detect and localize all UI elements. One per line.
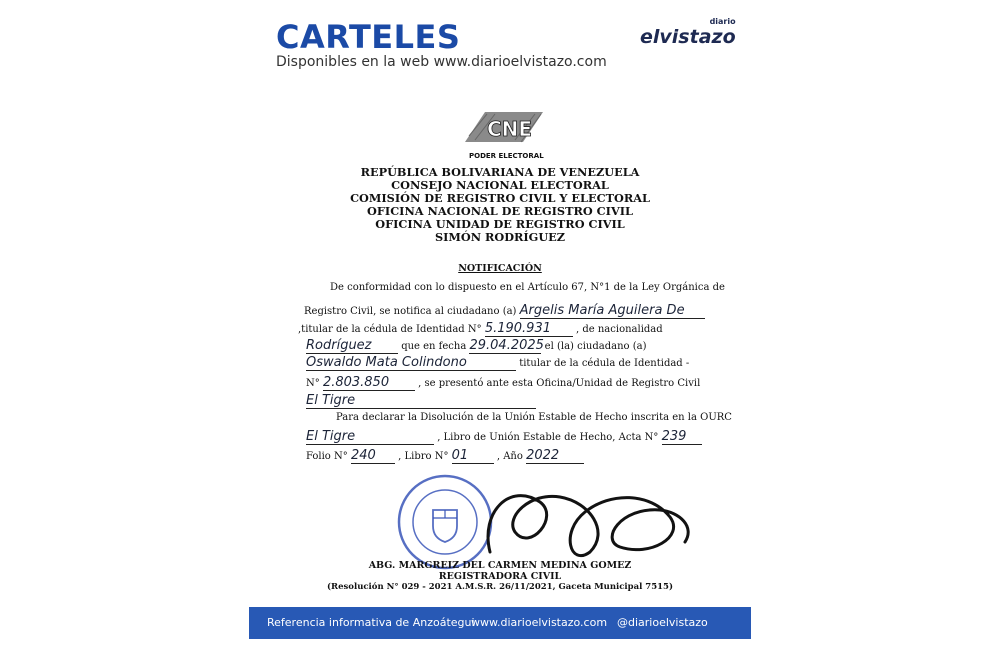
handwritten-year: 2022 bbox=[526, 448, 584, 464]
document-header bbox=[300, 166, 700, 244]
body-text: ,titular de la cédula de Identidad N° bbox=[298, 324, 482, 335]
body-text: , Libro de Unión Estable de Hecho, Acta N° bbox=[437, 432, 659, 443]
footer-bar bbox=[249, 607, 751, 639]
body-line-1: De conformidad con lo dispuesto en el Artículo 67, N°1 de la Ley Orgánica de bbox=[330, 282, 725, 293]
footer-website-link[interactable]: www.diarioelvistazo.com bbox=[471, 616, 608, 629]
body-line-8: Para declarar la Disolución de la Unión Estable de Hecho inscrita en la OURC bbox=[336, 412, 732, 423]
signature-block bbox=[310, 560, 690, 593]
logo-small-text: diario bbox=[709, 17, 736, 26]
handwritten-folio: 240 bbox=[351, 448, 395, 464]
body-line-2 bbox=[304, 303, 705, 319]
body-line-3 bbox=[298, 321, 663, 337]
cne-caption: PODER ELECTORAL bbox=[469, 152, 544, 160]
header-line: CONSEJO NACIONAL ELECTORAL bbox=[391, 178, 609, 192]
header-line: SIMÓN RODRÍGUEZ bbox=[434, 230, 566, 244]
body-text: que en fecha bbox=[401, 341, 467, 352]
notification-title: NOTIFICACIÓN bbox=[458, 263, 542, 274]
body-line-9 bbox=[306, 429, 702, 445]
body-text: , de nacionalidad bbox=[576, 324, 663, 335]
body-text: , se presentó ante esta Oficina/Unidad de Registro Civil bbox=[418, 378, 701, 389]
handwritten-name: Rodríguez bbox=[306, 338, 398, 354]
logo-main-text: elvistazo bbox=[640, 26, 736, 48]
footer-left-text: Referencia informativa de Anzoátegui bbox=[267, 616, 475, 629]
registrar-role: REGISTRADORA CIVIL bbox=[438, 571, 562, 582]
handwritten-id: 5.190.931 bbox=[485, 321, 573, 337]
body-text: Folio N° bbox=[306, 451, 348, 462]
elvistazo-logo bbox=[640, 17, 736, 48]
handwritten-date: 29.04.2025 bbox=[469, 338, 544, 353]
body-text: , Año bbox=[496, 451, 523, 462]
handwritten-place: El Tigre bbox=[306, 429, 434, 445]
cne-logo-icon bbox=[455, 106, 547, 164]
footer-social-handle[interactable]: @diarioelvistazo bbox=[617, 616, 708, 629]
body-line-10 bbox=[306, 448, 584, 464]
handwritten-name: Argelis María Aguilera De bbox=[520, 303, 705, 319]
body-text: titular de la cédula de Identidad - bbox=[519, 358, 690, 369]
body-text: el (la) ciudadano (a) bbox=[544, 341, 647, 352]
body-text: Registro Civil, se notifica al ciudadano (a) bbox=[304, 306, 517, 317]
body-line-4 bbox=[306, 338, 646, 354]
resolution-note: (Resolución N° 029 - 2021 A.M.S.R. 26/11/2021, Gaceta Municipal 7515) bbox=[327, 582, 673, 592]
handwritten-name: Oswaldo Mata Colindono bbox=[306, 355, 516, 371]
handwritten-acta: 239 bbox=[662, 429, 702, 445]
body-line-7 bbox=[306, 393, 536, 409]
body-line-5 bbox=[306, 355, 689, 371]
registrar-name: ABG. MARGREIZ DEL CARMEN MEDINA GOMEZ bbox=[368, 560, 632, 571]
body-line-6 bbox=[306, 375, 700, 391]
handwritten-id: 2.803.850 bbox=[323, 375, 415, 391]
handwritten-place: El Tigre bbox=[306, 393, 536, 409]
header-line: OFICINA NACIONAL DE REGISTRO CIVIL bbox=[367, 204, 633, 218]
header-line: REPÚBLICA BOLIVARIANA DE VENEZUELA bbox=[360, 165, 640, 179]
brand-subtitle: Disponibles en la web www.diarioelvistazo.com bbox=[276, 54, 607, 70]
handwritten-libro: 01 bbox=[452, 448, 494, 464]
body-text: , Libro N° bbox=[398, 451, 449, 462]
svg-text:CNE: CNE bbox=[487, 117, 533, 141]
header-line: OFICINA UNIDAD DE REGISTRO CIVIL bbox=[375, 217, 625, 231]
body-text: N° bbox=[306, 378, 320, 389]
brand-title: CARTELES bbox=[276, 18, 461, 56]
signature-icon bbox=[470, 472, 700, 572]
header-line: COMISIÓN DE REGISTRO CIVIL Y ELECTORAL bbox=[350, 191, 650, 205]
